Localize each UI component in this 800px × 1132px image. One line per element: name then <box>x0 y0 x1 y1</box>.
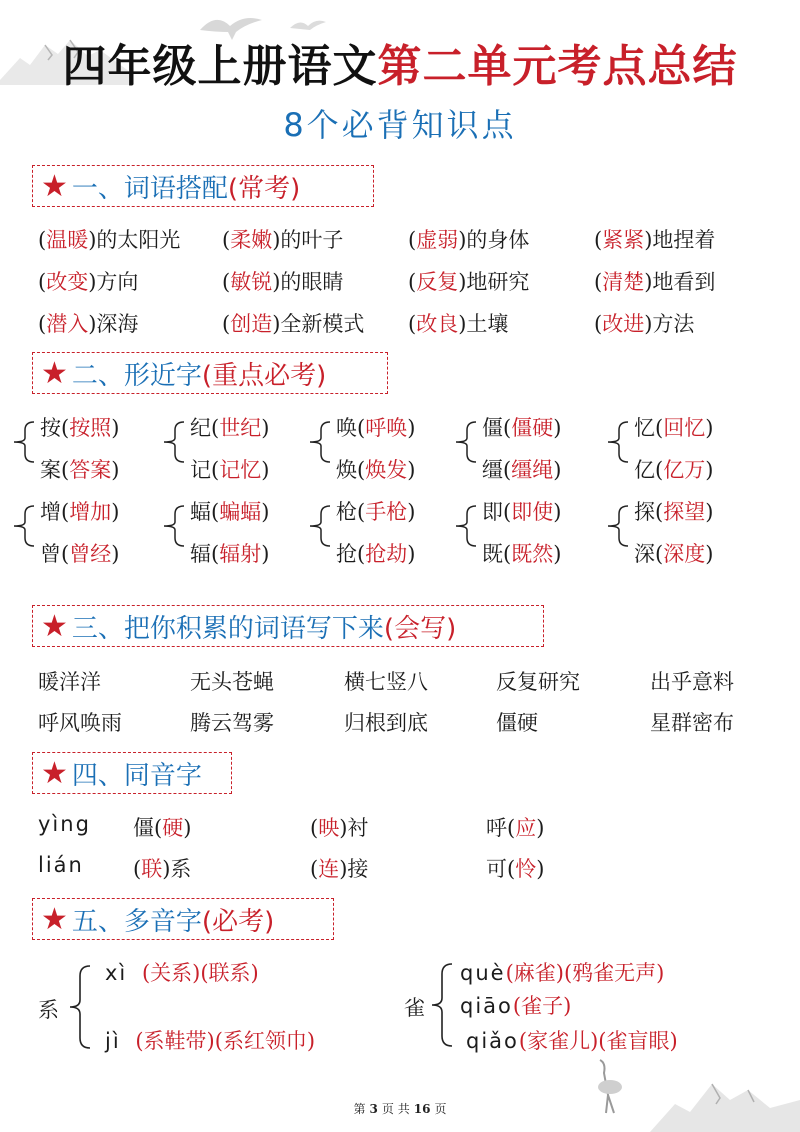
phrase-item: (温暖)的太阳光 <box>38 228 181 252</box>
similar-char-item: 辐(辐射) <box>190 542 270 566</box>
homophone-item <box>133 812 191 842</box>
similar-char-item: 既(既然) <box>482 542 562 566</box>
pinyin: què <box>460 961 506 985</box>
char: 增 <box>40 500 61 524</box>
section-title: 三、把你积累的词语写下来 <box>71 613 384 644</box>
page-subtitle: 8个必背知识点 <box>283 106 517 144</box>
phrase-item: (虚弱)的身体 <box>408 228 530 252</box>
homophone-pre: 呼( <box>486 816 516 840</box>
char: 深 <box>634 542 655 566</box>
word-item: 僵硬 <box>496 711 538 735</box>
example-word: 世纪 <box>219 416 262 440</box>
example-word: 焕发 <box>365 458 408 482</box>
phrase-word: 敏锐 <box>230 270 273 294</box>
phrase-item: (改进)方法 <box>594 312 695 336</box>
example-word: 缰绳 <box>511 458 554 482</box>
example-word: 手枪 <box>365 500 408 524</box>
phrase-word: 柔嫩 <box>230 228 273 252</box>
pinyin: qiǎo <box>466 1029 519 1053</box>
polyphone-line <box>466 1025 678 1055</box>
section-title: 五、多音字 <box>71 906 202 937</box>
char: 枪 <box>336 500 357 524</box>
example-words: (关系)(联系) <box>141 961 259 985</box>
brace-icon <box>604 414 630 470</box>
example-word: 曾经 <box>69 542 112 566</box>
pinyin: jì <box>105 1029 121 1053</box>
example-word: 抢劫 <box>365 542 408 566</box>
phrase-rest: 的眼睛 <box>280 270 344 294</box>
example-word: 呼唤 <box>365 416 408 440</box>
example-word: 亿万 <box>663 458 706 482</box>
polyphone-char-que: 雀 <box>404 996 425 1020</box>
similar-char-item: 焕(焕发) <box>336 458 416 482</box>
char: 焕 <box>336 458 357 482</box>
phrase-item: (创造)全新模式 <box>222 312 365 336</box>
phrase-item: (紧紧)地捏着 <box>594 228 716 252</box>
example-word: 辐射 <box>219 542 262 566</box>
homophone-char: 联 <box>141 857 163 881</box>
phrase-rest: 地捏着 <box>652 228 716 252</box>
phrase-word: 温暖 <box>46 228 89 252</box>
phrase-word: 虚弱 <box>416 228 459 252</box>
homophone-char: 映 <box>318 816 340 840</box>
phrase-word: 创造 <box>230 312 273 336</box>
total-page-number: 16 <box>413 1102 431 1116</box>
example-word: 记忆 <box>219 458 262 482</box>
example-word: 增加 <box>69 500 112 524</box>
pinyin: qiāo <box>460 994 513 1018</box>
char: 辐 <box>190 542 211 566</box>
word-item: 呼风唤雨 <box>38 711 122 735</box>
title-part-2: 第二单元考点总结 <box>377 41 738 92</box>
example-words: (系鞋带)(系红领巾) <box>135 1029 316 1053</box>
homophone-pre: 可( <box>486 857 516 881</box>
section-title: 一、词语搭配 <box>71 173 228 204</box>
polyphone-line <box>105 1025 315 1055</box>
brace-icon <box>160 414 186 470</box>
homophone-pre: ( <box>310 816 319 840</box>
phrase-word: 改进 <box>602 312 645 336</box>
char: 僵 <box>482 416 503 440</box>
char: 案 <box>40 458 61 482</box>
char: 曾 <box>40 542 61 566</box>
homophone-item <box>133 853 191 883</box>
brace-icon <box>10 498 36 554</box>
char: 即 <box>482 500 503 524</box>
word-item: 腾云驾雾 <box>190 711 274 735</box>
phrase-item: (敏锐)的眼睛 <box>222 270 344 294</box>
homophone-pre: ( <box>133 857 142 881</box>
word-item: 反复研究 <box>496 670 580 694</box>
brace-icon <box>160 498 186 554</box>
similar-char-item: 抢(抢劫) <box>336 542 416 566</box>
similar-char-item: 即(即使) <box>482 500 562 524</box>
section-tag: (会写) <box>383 613 457 644</box>
word-item: 横七竖八 <box>344 670 428 694</box>
char: 既 <box>482 542 503 566</box>
brace-icon <box>10 414 36 470</box>
similar-char-item: 探(探望) <box>634 500 714 524</box>
phrase-rest: 地看到 <box>652 270 716 294</box>
section-header-2 <box>32 352 388 394</box>
brace-icon <box>428 960 456 1054</box>
example-word: 按照 <box>69 416 112 440</box>
brace-icon <box>452 498 478 554</box>
example-word: 蝙蝠 <box>219 500 262 524</box>
example-word: 答案 <box>69 458 112 482</box>
phrase-word: 反复 <box>416 270 459 294</box>
similar-char-item: 曾(曾经) <box>40 542 120 566</box>
homophone-item <box>486 812 544 842</box>
example-words: (家雀儿)(雀盲眼) <box>518 1029 678 1053</box>
phrase-rest: 的叶子 <box>280 228 344 252</box>
section-header-3 <box>32 605 544 647</box>
polyphone-line <box>105 957 259 987</box>
brace-icon <box>604 498 630 554</box>
page-title <box>0 30 800 94</box>
section-tag: (常考) <box>227 173 301 204</box>
footer-text: 页 共 <box>381 1102 410 1116</box>
phrase-word: 潜入 <box>46 312 89 336</box>
phrase-rest: 全新模式 <box>280 312 365 336</box>
word-item: 星群密布 <box>650 711 734 735</box>
similar-char-item: 蝠(蝙蝠) <box>190 500 270 524</box>
brace-icon <box>66 962 94 1056</box>
star-icon: ★ <box>41 755 68 791</box>
similar-char-item: 记(记忆) <box>190 458 270 482</box>
footer-text: 第 <box>353 1102 366 1116</box>
char: 纪 <box>190 416 211 440</box>
phrase-word: 清楚 <box>602 270 645 294</box>
word-item: 无头苍蝇 <box>190 670 274 694</box>
homophone-char: 硬 <box>162 816 184 840</box>
char: 蝠 <box>190 500 211 524</box>
homophone-item <box>486 853 544 883</box>
similar-char-item: 忆(回忆) <box>634 416 714 440</box>
similar-char-item: 缰(缰绳) <box>482 458 562 482</box>
phrase-rest: 的太阳光 <box>96 228 181 252</box>
section-header-5 <box>32 898 334 940</box>
homophone-post: ) <box>536 857 545 881</box>
example-words: (雀子) <box>512 994 572 1018</box>
section-title: 四、同音字 <box>71 760 202 791</box>
phrase-word: 紧紧 <box>602 228 645 252</box>
current-page-number: 3 <box>369 1102 378 1116</box>
similar-char-item: 按(按照) <box>40 416 120 440</box>
phrase-rest: 方法 <box>652 312 695 336</box>
section-tag: (重点必考) <box>201 360 327 391</box>
char: 探 <box>634 500 655 524</box>
homophone-item <box>310 812 368 842</box>
homophone-char: 连 <box>318 857 340 881</box>
footer-text: 页 <box>434 1102 447 1116</box>
word-item: 出乎意料 <box>650 670 734 694</box>
similar-char-item: 枪(手枪) <box>336 500 416 524</box>
star-icon: ★ <box>41 168 68 204</box>
title-part-1: 四年级上册语文 <box>62 41 378 92</box>
example-word: 探望 <box>663 500 706 524</box>
example-word: 深度 <box>663 542 706 566</box>
phrase-rest: 地研究 <box>466 270 530 294</box>
homophone-post: ) <box>536 816 545 840</box>
brace-icon <box>452 414 478 470</box>
homophone-post: )系 <box>162 857 192 881</box>
char: 记 <box>190 458 211 482</box>
brace-icon <box>306 498 332 554</box>
phrase-item: (反复)地研究 <box>408 270 530 294</box>
polyphone-line <box>460 957 664 987</box>
phrase-item: (改良)土壤 <box>408 312 509 336</box>
char: 忆 <box>634 416 655 440</box>
homophone-item <box>310 853 368 883</box>
phrase-item: (改变)方向 <box>38 270 139 294</box>
homophone-post: )接 <box>339 857 369 881</box>
example-word: 既然 <box>511 542 554 566</box>
pinyin: xì <box>105 961 128 985</box>
similar-char-item: 纪(世纪) <box>190 416 270 440</box>
homophone-char: 应 <box>515 816 537 840</box>
star-icon: ★ <box>41 355 68 391</box>
star-icon: ★ <box>41 901 68 937</box>
pinyin: lián <box>38 853 84 877</box>
similar-char-item: 深(深度) <box>634 542 714 566</box>
section-title: 二、形近字 <box>71 360 202 391</box>
homophone-post: ) <box>183 816 192 840</box>
homophone-post: )衬 <box>339 816 369 840</box>
similar-char-item: 唤(呼唤) <box>336 416 416 440</box>
similar-char-item: 僵(僵硬) <box>482 416 562 440</box>
example-word: 僵硬 <box>511 416 554 440</box>
phrase-rest: 深海 <box>96 312 139 336</box>
similar-char-item: 亿(亿万) <box>634 458 714 482</box>
example-word: 回忆 <box>663 416 706 440</box>
phrase-item: (潜入)深海 <box>38 312 139 336</box>
phrase-word: 改良 <box>416 312 459 336</box>
polyphone-char-xi: 系 <box>38 998 59 1022</box>
char: 抢 <box>336 542 357 566</box>
page-footer <box>0 1100 800 1117</box>
word-item: 归根到底 <box>344 711 428 735</box>
section-header-1 <box>32 165 374 207</box>
homophone-pre: ( <box>310 857 319 881</box>
word-item: 暖洋洋 <box>38 670 101 694</box>
char: 唤 <box>336 416 357 440</box>
example-word: 即使 <box>511 500 554 524</box>
char: 亿 <box>634 458 655 482</box>
phrase-item: (清楚)地看到 <box>594 270 716 294</box>
section-tag: (必考) <box>201 906 275 937</box>
char: 缰 <box>482 458 503 482</box>
section-header-4 <box>32 752 232 794</box>
phrase-word: 改变 <box>46 270 89 294</box>
phrase-rest: 的身体 <box>466 228 530 252</box>
char: 按 <box>40 416 61 440</box>
homophone-pre: 僵( <box>133 816 163 840</box>
phrase-item: (柔嫩)的叶子 <box>222 228 344 252</box>
phrase-rest: 土壤 <box>466 312 509 336</box>
star-icon: ★ <box>41 608 68 644</box>
similar-char-item: 案(答案) <box>40 458 120 482</box>
phrase-rest: 方向 <box>96 270 139 294</box>
homophone-char: 怜 <box>515 857 537 881</box>
mountain-decoration-bottom <box>650 1060 800 1132</box>
polyphone-line <box>460 990 571 1020</box>
example-words: (麻雀)(鸦雀无声) <box>505 961 665 985</box>
pinyin: yìng <box>38 812 91 836</box>
brace-icon <box>306 414 332 470</box>
similar-char-item: 增(增加) <box>40 500 120 524</box>
